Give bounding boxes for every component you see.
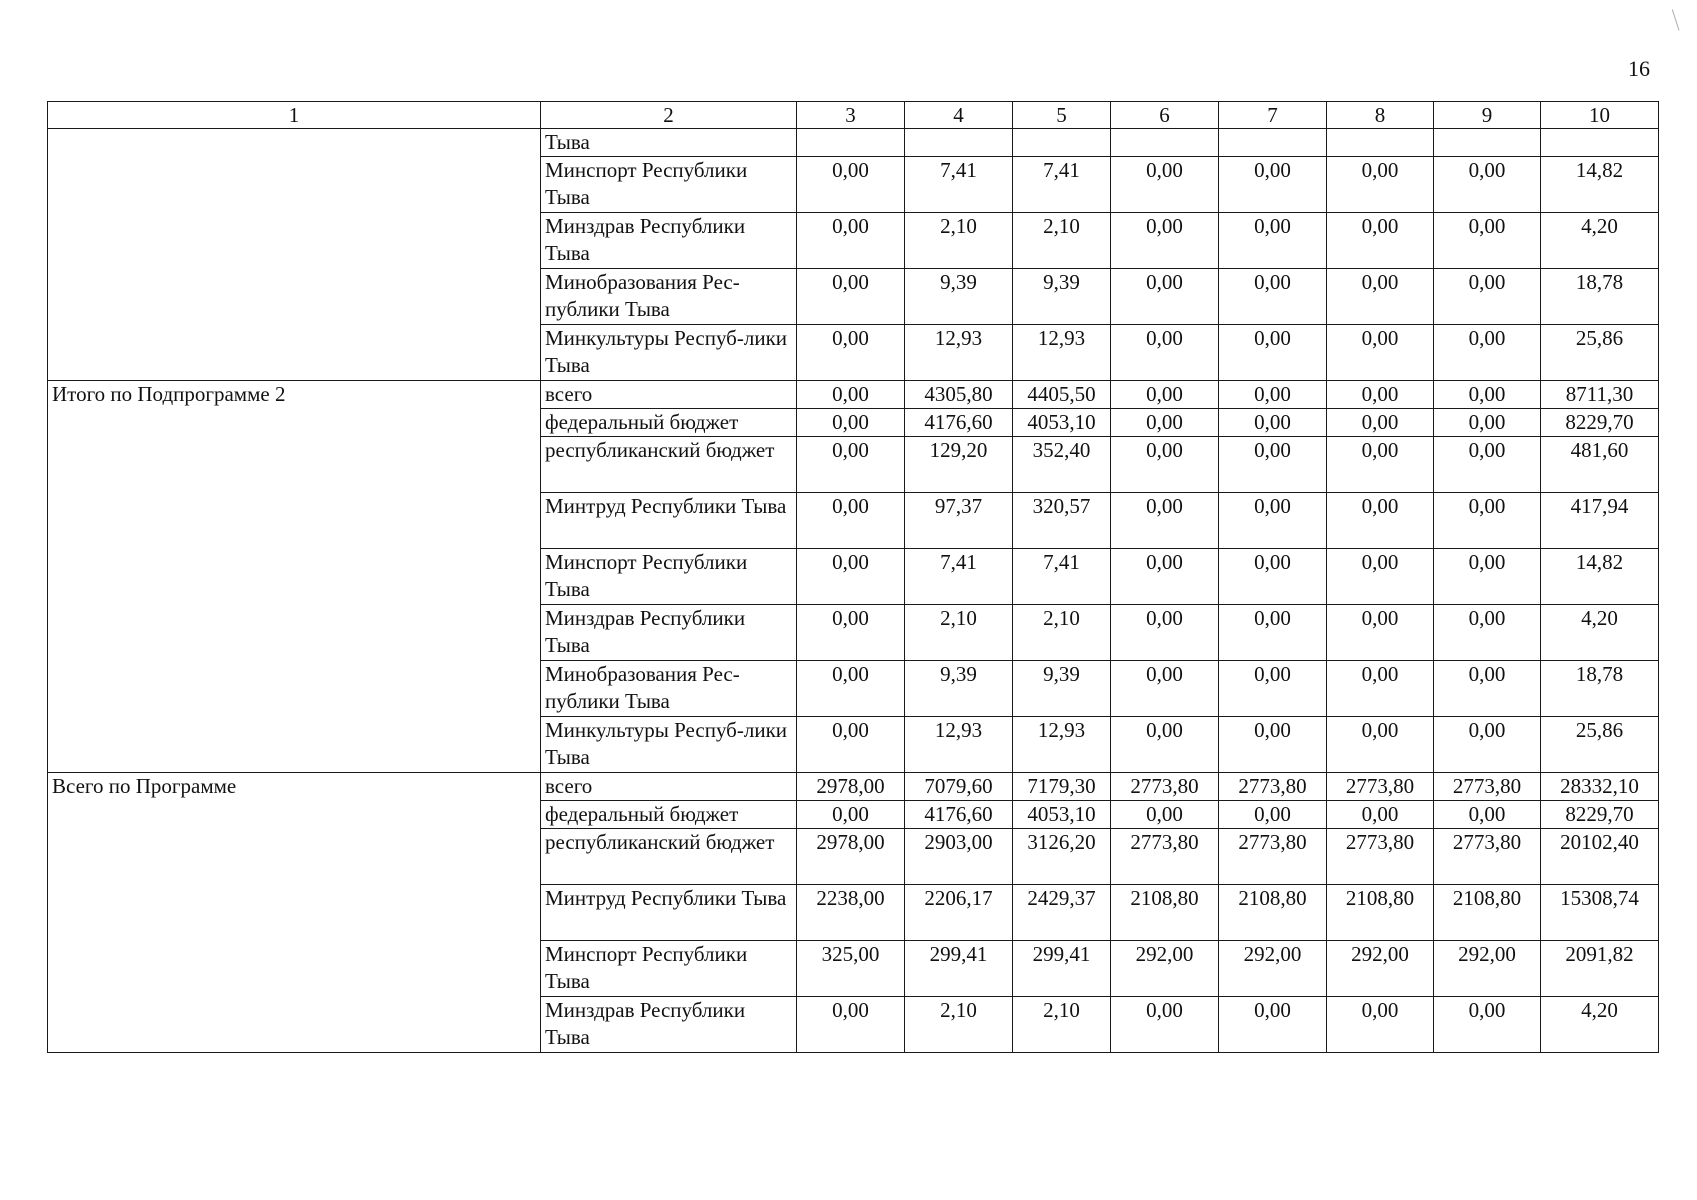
- value-cell: 2,10: [905, 997, 1013, 1053]
- value-cell: 4405,50: [1013, 381, 1111, 409]
- value-cell: 2773,80: [1111, 829, 1219, 885]
- value-cell: 0,00: [1327, 269, 1434, 325]
- value-cell: 0,00: [1327, 605, 1434, 661]
- value-cell: 0,00: [1219, 549, 1327, 605]
- value-cell: 0,00: [1111, 409, 1219, 437]
- value-cell: 2108,80: [1434, 885, 1541, 941]
- column-header: 2: [541, 102, 797, 129]
- value-cell: 0,00: [1111, 605, 1219, 661]
- value-cell: 2773,80: [1219, 773, 1327, 801]
- value-cell: 0,00: [1219, 605, 1327, 661]
- row-label: Минкультуры Респуб-лики Тыва: [541, 325, 797, 381]
- table-body: [48, 129, 1659, 1053]
- value-cell: 0,00: [797, 213, 905, 269]
- row-label: Минтруд Республики Тыва: [541, 493, 797, 549]
- value-cell: 14,82: [1541, 157, 1659, 213]
- value-cell: 0,00: [1434, 997, 1541, 1053]
- value-cell: 292,00: [1327, 941, 1434, 997]
- value-cell: 417,94: [1541, 493, 1659, 549]
- value-cell: 7,41: [905, 157, 1013, 213]
- column-header: 4: [905, 102, 1013, 129]
- value-cell: 2,10: [905, 605, 1013, 661]
- value-cell: 320,57: [1013, 493, 1111, 549]
- value-cell: 4176,60: [905, 409, 1013, 437]
- value-cell: 0,00: [797, 325, 905, 381]
- table-row: [48, 773, 1659, 801]
- column-header: 6: [1111, 102, 1219, 129]
- value-cell: 12,93: [1013, 717, 1111, 773]
- row-label: Минкультуры Респуб-лики Тыва: [541, 717, 797, 773]
- column-header: 9: [1434, 102, 1541, 129]
- row-label: Минздрав Республики Тыва: [541, 213, 797, 269]
- value-cell: 2,10: [1013, 213, 1111, 269]
- value-cell: 7,41: [1013, 157, 1111, 213]
- value-cell: 0,00: [1111, 381, 1219, 409]
- value-cell: 2773,80: [1111, 773, 1219, 801]
- value-cell: 0,00: [797, 605, 905, 661]
- value-cell: 0,00: [797, 381, 905, 409]
- value-cell: 0,00: [1219, 269, 1327, 325]
- value-cell: 0,00: [797, 269, 905, 325]
- value-cell: 0,00: [1219, 409, 1327, 437]
- value-cell: 0,00: [1219, 801, 1327, 829]
- value-cell: 0,00: [1219, 157, 1327, 213]
- group-title: Всего по Программе: [48, 773, 541, 1053]
- value-cell: 2773,80: [1327, 773, 1434, 801]
- value-cell: 7,41: [905, 549, 1013, 605]
- value-cell: 0,00: [1219, 717, 1327, 773]
- value-cell: 0,00: [1327, 409, 1434, 437]
- row-label: Минобразования Рес-публики Тыва: [541, 269, 797, 325]
- value-cell: 0,00: [1434, 661, 1541, 717]
- row-label: Минспорт Республики Тыва: [541, 941, 797, 997]
- value-cell: 9,39: [1013, 661, 1111, 717]
- value-cell: 0,00: [1219, 997, 1327, 1053]
- column-header: 8: [1327, 102, 1434, 129]
- value-cell: 2,10: [1013, 997, 1111, 1053]
- value-cell: 0,00: [797, 437, 905, 493]
- value-cell: 0,00: [1111, 717, 1219, 773]
- value-cell: 325,00: [797, 941, 905, 997]
- value-cell: 0,00: [1219, 661, 1327, 717]
- row-label: Минспорт Республики Тыва: [541, 157, 797, 213]
- value-cell: 25,86: [1541, 717, 1659, 773]
- value-cell: 129,20: [905, 437, 1013, 493]
- row-label: республиканский бюджет: [541, 437, 797, 493]
- column-header: 10: [1541, 102, 1659, 129]
- value-cell: 7079,60: [905, 773, 1013, 801]
- value-cell: 352,40: [1013, 437, 1111, 493]
- column-header: 1: [48, 102, 541, 129]
- value-cell: 0,00: [1111, 325, 1219, 381]
- value-cell: 2091,82: [1541, 941, 1659, 997]
- value-cell: 0,00: [1434, 213, 1541, 269]
- value-cell: 3126,20: [1013, 829, 1111, 885]
- value-cell: 7,41: [1013, 549, 1111, 605]
- value-cell: 2773,80: [1327, 829, 1434, 885]
- row-label: всего: [541, 773, 797, 801]
- row-label: Минтруд Республики Тыва: [541, 885, 797, 941]
- value-cell: 0,00: [1327, 717, 1434, 773]
- value-cell: 0,00: [1111, 801, 1219, 829]
- value-cell: 0,00: [1327, 157, 1434, 213]
- value-cell: 0,00: [797, 717, 905, 773]
- value-cell: 0,00: [1219, 437, 1327, 493]
- value-cell: 2773,80: [1434, 773, 1541, 801]
- value-cell: 0,00: [1219, 213, 1327, 269]
- value-cell: 8229,70: [1541, 801, 1659, 829]
- table-row: [48, 381, 1659, 409]
- group-cell-empty: [48, 129, 541, 381]
- value-cell: 0,00: [1434, 717, 1541, 773]
- value-cell: 292,00: [1111, 941, 1219, 997]
- value-cell: 2238,00: [797, 885, 905, 941]
- value-cell: 7179,30: [1013, 773, 1111, 801]
- value-cell: 97,37: [905, 493, 1013, 549]
- value-cell: 9,39: [905, 269, 1013, 325]
- scan-artifact: [1672, 7, 1685, 30]
- value-cell: 15308,74: [1541, 885, 1659, 941]
- value-cell: 0,00: [1327, 661, 1434, 717]
- value-cell: 4053,10: [1013, 409, 1111, 437]
- value-cell: 299,41: [905, 941, 1013, 997]
- value-cell: 2773,80: [1219, 829, 1327, 885]
- column-header: 5: [1013, 102, 1111, 129]
- value-cell: 4053,10: [1013, 801, 1111, 829]
- row-label: Минздрав Республики Тыва: [541, 997, 797, 1053]
- value-cell: 299,41: [1013, 941, 1111, 997]
- value-cell: 8711,30: [1541, 381, 1659, 409]
- value-cell: 292,00: [1219, 941, 1327, 997]
- value-cell: 28332,10: [1541, 773, 1659, 801]
- value-cell: 2108,80: [1111, 885, 1219, 941]
- row-label: Минздрав Республики Тыва: [541, 605, 797, 661]
- value-cell: 4305,80: [905, 381, 1013, 409]
- row-label: Минобразования Рес-публики Тыва: [541, 661, 797, 717]
- value-cell: 20102,40: [1541, 829, 1659, 885]
- column-header: 3: [797, 102, 905, 129]
- value-cell: 9,39: [905, 661, 1013, 717]
- value-cell: 0,00: [1111, 269, 1219, 325]
- value-cell: 0,00: [1327, 801, 1434, 829]
- value-cell: 0,00: [797, 409, 905, 437]
- value-cell: 0,00: [1327, 213, 1434, 269]
- value-cell: 18,78: [1541, 269, 1659, 325]
- value-cell: 481,60: [1541, 437, 1659, 493]
- value-cell: 0,00: [797, 661, 905, 717]
- value-cell: 0,00: [1111, 493, 1219, 549]
- value-cell: 2903,00: [905, 829, 1013, 885]
- value-cell: 0,00: [1434, 801, 1541, 829]
- value-cell: 2108,80: [1219, 885, 1327, 941]
- value-cell: 0,00: [1327, 325, 1434, 381]
- row-label: Минспорт Республики Тыва: [541, 549, 797, 605]
- value-cell: 2108,80: [1327, 885, 1434, 941]
- value-cell: 12,93: [905, 717, 1013, 773]
- value-cell: 2,10: [905, 213, 1013, 269]
- value-cell: 0,00: [1434, 325, 1541, 381]
- value-cell: 0,00: [1219, 493, 1327, 549]
- value-cell: 0,00: [1327, 437, 1434, 493]
- value-cell: 0,00: [1327, 549, 1434, 605]
- value-cell: 0,00: [1434, 157, 1541, 213]
- value-cell: 4,20: [1541, 213, 1659, 269]
- value-cell: 2429,37: [1013, 885, 1111, 941]
- value-cell: 12,93: [905, 325, 1013, 381]
- value-cell: 0,00: [1434, 381, 1541, 409]
- value-cell: 4176,60: [905, 801, 1013, 829]
- value-cell: 0,00: [1327, 381, 1434, 409]
- row-label: федеральный бюджет: [541, 409, 797, 437]
- value-cell: 4,20: [1541, 605, 1659, 661]
- value-cell: 2773,80: [1434, 829, 1541, 885]
- value-cell: 0,00: [1327, 493, 1434, 549]
- value-cell: 0,00: [797, 493, 905, 549]
- value-cell: 2978,00: [797, 829, 905, 885]
- value-cell: 4,20: [1541, 997, 1659, 1053]
- value-cell: 0,00: [1111, 997, 1219, 1053]
- row-label: всего: [541, 381, 797, 409]
- value-cell: 12,93: [1013, 325, 1111, 381]
- value-cell: 8229,70: [1541, 409, 1659, 437]
- value-cell: 0,00: [1434, 493, 1541, 549]
- value-cell: 0,00: [1111, 549, 1219, 605]
- value-cell: 0,00: [1219, 381, 1327, 409]
- value-cell: 0,00: [1111, 157, 1219, 213]
- value-cell: 2978,00: [797, 773, 905, 801]
- row-label: республиканский бюджет: [541, 829, 797, 885]
- value-cell: 0,00: [1434, 409, 1541, 437]
- value-cell: 0,00: [797, 549, 905, 605]
- value-cell: 0,00: [797, 157, 905, 213]
- header-row: [48, 102, 1659, 129]
- value-cell: 0,00: [797, 997, 905, 1053]
- value-cell: 0,00: [1111, 661, 1219, 717]
- value-cell: 0,00: [1111, 437, 1219, 493]
- value-cell: 18,78: [1541, 661, 1659, 717]
- value-cell: 25,86: [1541, 325, 1659, 381]
- group-title: Итого по Подпрограмме 2: [48, 381, 541, 773]
- table-row: [48, 129, 1659, 157]
- budget-table: [47, 101, 1659, 1053]
- value-cell: 292,00: [1434, 941, 1541, 997]
- value-cell: 2206,17: [905, 885, 1013, 941]
- value-cell: 0,00: [1327, 997, 1434, 1053]
- value-cell: 0,00: [1111, 213, 1219, 269]
- column-header: 7: [1219, 102, 1327, 129]
- row-label: федеральный бюджет: [541, 801, 797, 829]
- value-cell: 0,00: [1434, 437, 1541, 493]
- value-cell: 0,00: [1434, 269, 1541, 325]
- value-cell: 0,00: [1434, 605, 1541, 661]
- value-cell: 2,10: [1013, 605, 1111, 661]
- value-cell: 9,39: [1013, 269, 1111, 325]
- row-label: Тыва: [541, 129, 797, 157]
- value-cell: 0,00: [797, 801, 905, 829]
- value-cell: 14,82: [1541, 549, 1659, 605]
- value-cell: 0,00: [1434, 549, 1541, 605]
- page-number: 16: [1628, 56, 1650, 81]
- value-cell: 0,00: [1219, 325, 1327, 381]
